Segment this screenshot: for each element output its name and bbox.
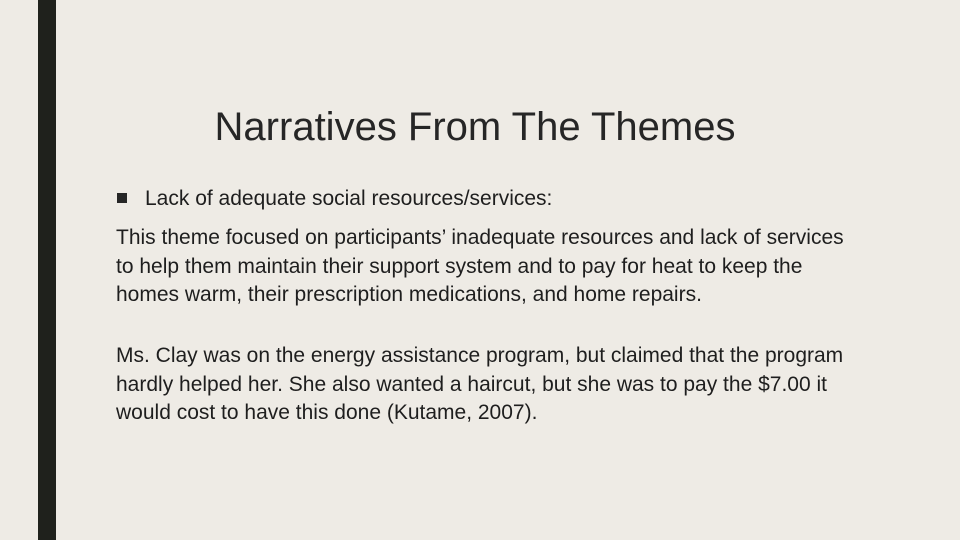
bullet-text: Lack of adequate social resources/services: bbox=[145, 187, 553, 210]
square-bullet-icon bbox=[117, 193, 127, 203]
theme-description-paragraph: This theme focused on participants’ inadequate resources and lack of services to help them maintain their support system and to pay for heat to keep the homes warm, their prescription medications, and home repairs. bbox=[116, 226, 844, 306]
accent-bar bbox=[38, 0, 56, 540]
slide-title: Narratives From The Themes bbox=[214, 105, 736, 149]
bullet-item bbox=[117, 185, 877, 213]
narrative-example-paragraph: Ms. Clay was on the energy assistance program, but claimed that the program hardly helped her. She also wanted a haircut, but she was to pay the $7.00 it would cost to have this done (Kutame, 2007). bbox=[116, 344, 844, 424]
